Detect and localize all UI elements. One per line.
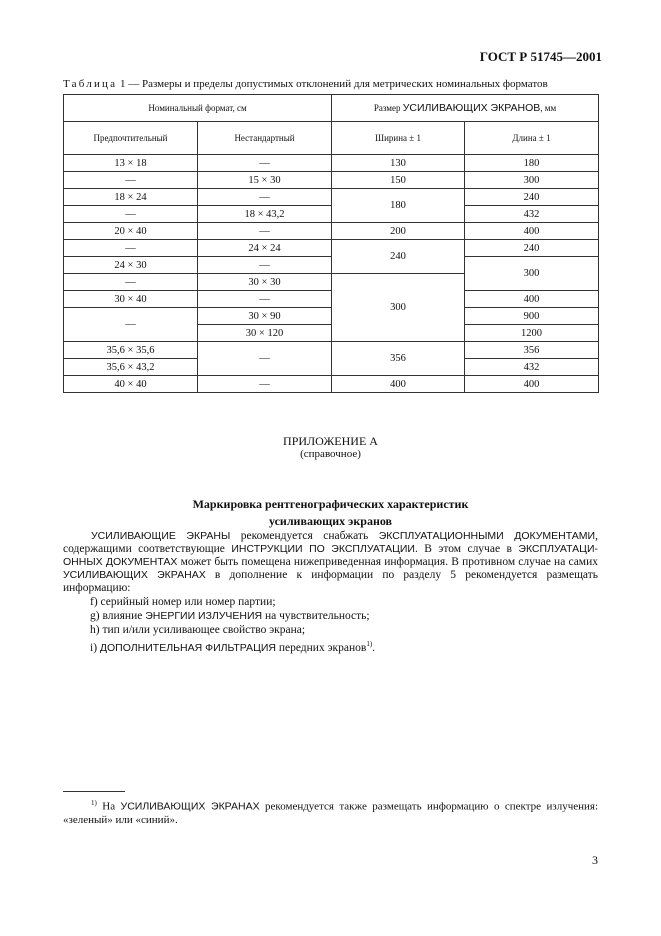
table-row (64, 155, 599, 172)
cell-preferred: — (64, 172, 198, 189)
cell-length: 240 (465, 189, 599, 206)
cell-preferred: 40 × 40 (64, 376, 198, 393)
appendix-paragraph: УСИЛИВАЮЩИЕ ЭКРАНЫ рекомендуется снабжать ЭКСПЛУАТАЦИОННЫМИ ДОКУМЕНТАМИ, содержащими соответствующие ИНСТРУКЦИИ ПО ЭКСПЛУАТАЦИИ. В этом случае в ЭКСПЛУАТАЦИ-ОННЫХ ДОКУМЕНТАХ может быть помещена нижеприведенная информация. В противном случае на самих УСИЛИВАЮЩИХ ЭКРАНАХ в дополнение к информации по разделу 5 рекомендуется размещать информацию: (63, 530, 598, 594)
cell-length: 300 (465, 172, 599, 189)
cell-preferred: 30 × 40 (64, 291, 198, 308)
table-row (64, 206, 599, 223)
cell-length: 180 (465, 155, 599, 172)
cell-preferred: 24 × 30 (64, 257, 198, 274)
table-caption (63, 78, 548, 90)
caption-text: — Размеры и пределы допустимых отклонений для метрических номинальных форматов (125, 78, 548, 90)
header-preferred: Предпочтительный (64, 122, 198, 155)
appendix-title: ПРИЛОЖЕНИЕ А (283, 434, 378, 448)
table-row (64, 257, 599, 274)
header-screen-size: Размер УСИЛИВАЮЩИХ ЭКРАНОВ, мм (332, 95, 599, 122)
cell-length: 1200 (465, 325, 599, 342)
table-row (64, 376, 599, 393)
cell-preferred: — (64, 206, 198, 223)
appendix-heading-line2: усиливающих экранов (268, 514, 393, 528)
cell-nonstandard: 18 × 43,2 (198, 206, 332, 223)
cell-preferred: 20 × 40 (64, 223, 198, 240)
table-row (64, 172, 599, 189)
cell-nonstandard: 30 × 90 (198, 308, 332, 325)
cell-nonstandard: — (198, 223, 332, 240)
cell-length: 356 (465, 342, 599, 359)
cell-width: 150 (332, 172, 465, 189)
cell-nonstandard: — (198, 376, 332, 393)
cell-width: 300 (332, 274, 465, 342)
cell-nonstandard: 30 × 30 (198, 274, 332, 291)
cell-length: 300 (465, 257, 599, 291)
cell-length: 240 (465, 240, 599, 257)
cell-nonstandard: — (198, 189, 332, 206)
cell-preferred: 13 × 18 (64, 155, 198, 172)
table-row (64, 189, 599, 206)
list-item: h) тип и/или усиливающее свойство экрана; (90, 624, 306, 636)
cell-width: 130 (332, 155, 465, 172)
table-row (64, 240, 599, 257)
document-code: ГОСТ Р 51745—2001 (479, 49, 602, 64)
cell-width: 240 (332, 240, 465, 274)
cell-nonstandard: 30 × 120 (198, 325, 332, 342)
cell-width: 356 (332, 342, 465, 376)
caption-word: Таблица (63, 78, 118, 90)
appendix-subtitle: (справочное) (300, 448, 361, 460)
footnote: $^{1)}$ На УСИЛИВАЮЩИХ ЭКРАНАХ рекомендуется также размещать информацию о спектре излучения: «зеленый» или «синий». (63, 799, 599, 826)
header-nominal-format: Номинальный формат, см (64, 95, 332, 122)
footnote-mark: 1) (91, 799, 97, 807)
formats-table (63, 94, 599, 393)
cell-width: 180 (332, 189, 465, 223)
cell-nonstandard: 24 × 24 (198, 240, 332, 257)
table-row (64, 223, 599, 240)
cell-nonstandard: — (198, 155, 332, 172)
list-item: i) ДОПОЛНИТЕЛЬНАЯ ФИЛЬТРАЦИЯ передних экранов$^{1)}$. (90, 640, 376, 654)
cell-preferred: — (64, 274, 198, 291)
cell-nonstandard: — (198, 257, 332, 274)
cell-length: 400 (465, 291, 599, 308)
cell-length: 900 (465, 308, 599, 325)
cell-preferred: — (64, 308, 198, 342)
cell-length: 432 (465, 359, 599, 376)
list-item: f) серийный номер или номер партии; (90, 596, 276, 608)
cell-nonstandard: — (198, 342, 332, 376)
table-row (64, 308, 599, 325)
header-width: Ширина ± 1 (332, 122, 465, 155)
cell-preferred: 35,6 × 35,6 (64, 342, 198, 359)
footnote-ref: 1) (366, 640, 373, 648)
cell-preferred: 35,6 × 43,2 (64, 359, 198, 376)
cell-preferred: 18 × 24 (64, 189, 198, 206)
caption-number: 1 (119, 78, 126, 90)
header-nonstandard: Нестандартный (198, 122, 332, 155)
cell-nonstandard: 15 × 30 (198, 172, 332, 189)
page-number: 3 (592, 853, 598, 867)
cell-length: 432 (465, 206, 599, 223)
table-row (64, 342, 599, 359)
header-length: Длина ± 1 (465, 122, 599, 155)
cell-width: 200 (332, 223, 465, 240)
cell-length: 400 (465, 376, 599, 393)
appendix-heading-line1: Маркировка рентгенографических характеристик (192, 497, 469, 511)
appendix-heading (0, 496, 661, 530)
cell-length: 400 (465, 223, 599, 240)
table-row (64, 291, 599, 308)
list-item: g) влияние ЭНЕРГИИ ИЗЛУЧЕНИЯ на чувствительность; (90, 610, 370, 622)
cell-preferred: — (64, 240, 198, 257)
footnote-divider (63, 791, 125, 792)
cell-nonstandard: — (198, 291, 332, 308)
cell-width: 400 (332, 376, 465, 393)
appendix-list (63, 595, 598, 655)
